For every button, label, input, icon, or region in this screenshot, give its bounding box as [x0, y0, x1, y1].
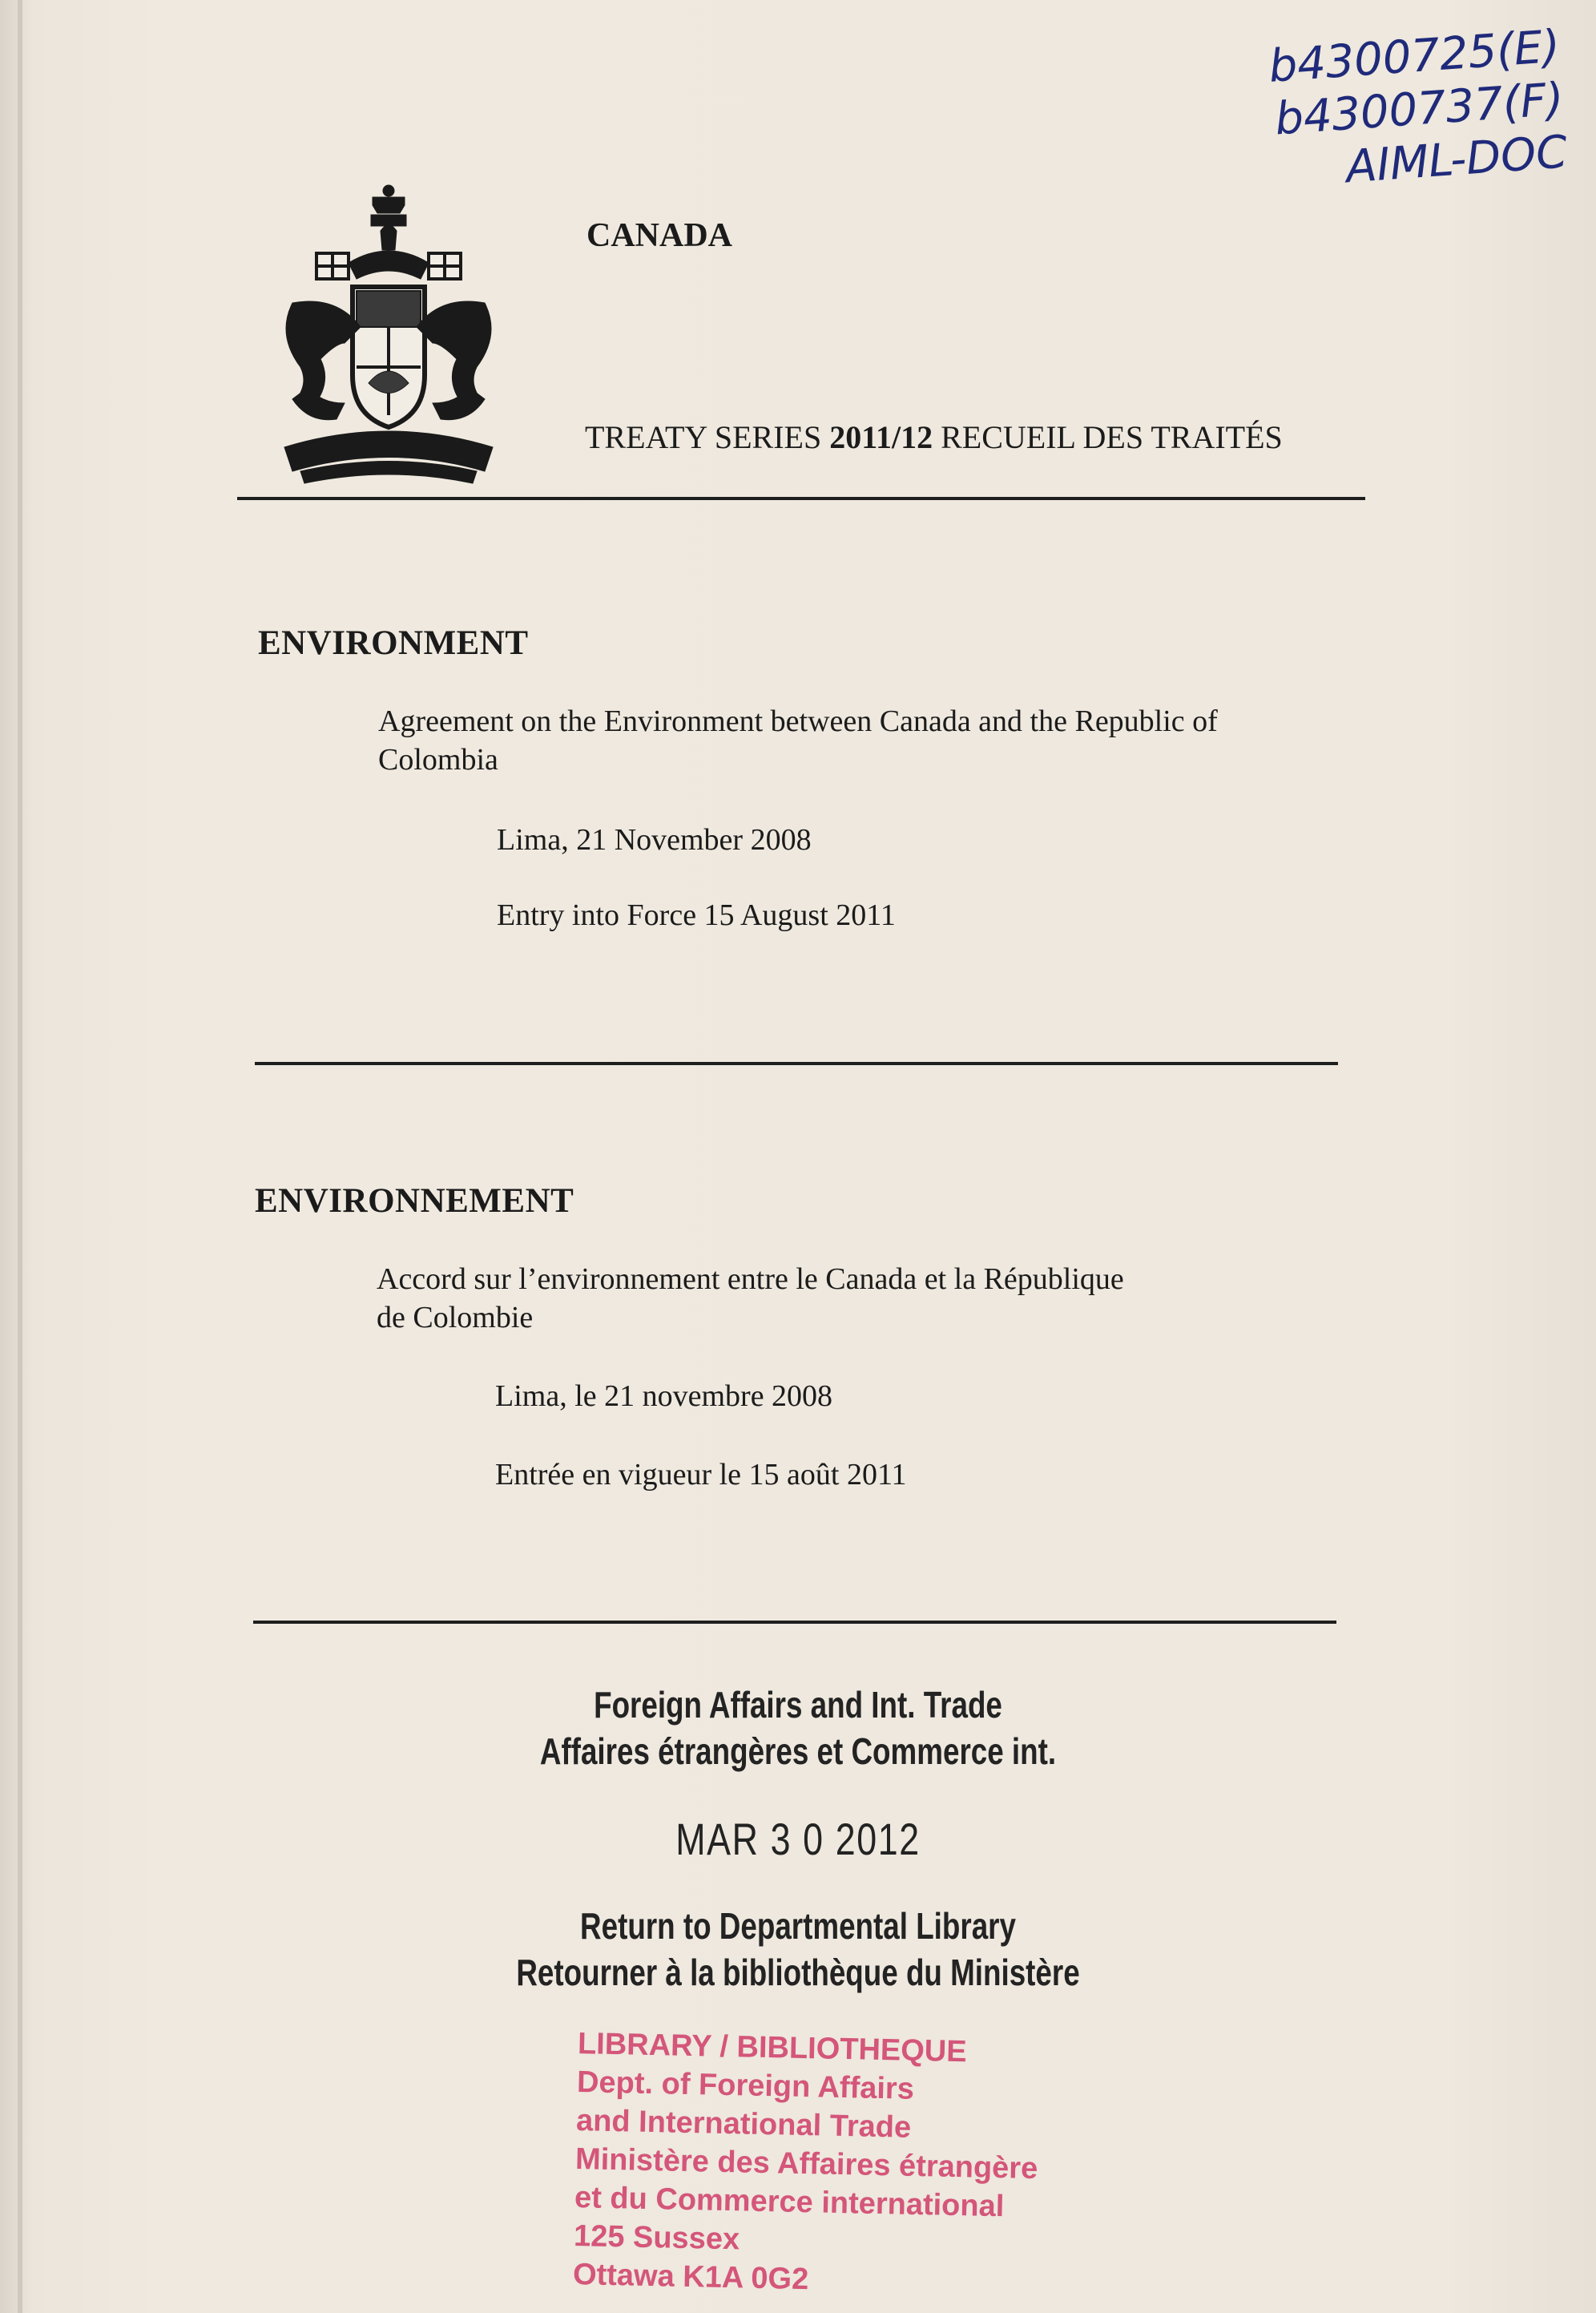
department-stamp — [159, 1681, 1437, 1774]
section-rule — [255, 1062, 1338, 1065]
signed-date-en: Lima, 21 November 2008 — [497, 823, 812, 857]
library-stamp-line: and International Trade — [575, 2104, 912, 2145]
coat-of-arms-icon — [268, 183, 509, 491]
library-stamp-line: Ottawa K1A 0G2 — [572, 2258, 809, 2297]
handwritten-note: b4300737(F) — [1273, 73, 1566, 146]
section-rule — [253, 1621, 1336, 1624]
library-stamp-line: Ministère des Affaires étrangère — [574, 2142, 1038, 2186]
return-en: Return to Departmental Library — [580, 1905, 1016, 1947]
entry-into-force-en: Entry into Force 15 August 2011 — [497, 898, 896, 932]
department-fr: Affaires étrangères et Commerce int. — [539, 1730, 1057, 1772]
handwritten-note: AIML-DOC — [1344, 126, 1570, 194]
return-fr: Retourner à la bibliothèque du Ministère — [516, 1952, 1080, 1993]
title-line: de Colombie — [377, 1301, 534, 1334]
title-line: Colombia — [378, 743, 498, 777]
title-line: Agreement on the Environment between Canada and the Republic of — [378, 704, 1218, 738]
binding-edge — [18, 0, 22, 2313]
agreement-title-en — [378, 702, 1420, 779]
section-heading-en: ENVIRONMENT — [258, 624, 529, 662]
received-date-stamp: MAR 3 0 2012 — [675, 1814, 921, 1864]
series-number: 2011/12 — [829, 419, 933, 455]
handwritten-notes — [1223, 21, 1570, 203]
library-stamp-line: et du Commerce international — [574, 2181, 1005, 2224]
signed-date-fr: Lima, le 21 novembre 2008 — [495, 1379, 833, 1413]
library-stamp — [573, 2024, 1187, 2307]
handwritten-note: b4300725(E) — [1267, 20, 1562, 93]
title-line: Accord sur l’environnement entre le Canada et la République — [377, 1262, 1124, 1296]
series-label-en: TREATY SERIES — [585, 419, 822, 455]
library-stamp-line: 125 Sussex — [573, 2219, 740, 2257]
department-en: Foreign Affairs and Int. Trade — [594, 1684, 1002, 1726]
entry-into-force-fr: Entrée en vigueur le 15 août 2011 — [495, 1458, 907, 1492]
library-stamp-line: LIBRARY / BIBLIOTHEQUE — [577, 2027, 968, 2069]
country-heading: CANADA — [586, 217, 732, 254]
return-stamp — [159, 1903, 1437, 1996]
section-heading-fr: ENVIRONNEMENT — [255, 1182, 574, 1220]
series-label-fr: RECUEIL DES TRAITÉS — [941, 419, 1283, 455]
treaty-series-line — [585, 418, 1283, 456]
header-rule — [237, 497, 1365, 500]
library-stamp-line: Dept. of Foreign Affairs — [576, 2065, 915, 2106]
agreement-title-fr — [377, 1260, 1418, 1337]
